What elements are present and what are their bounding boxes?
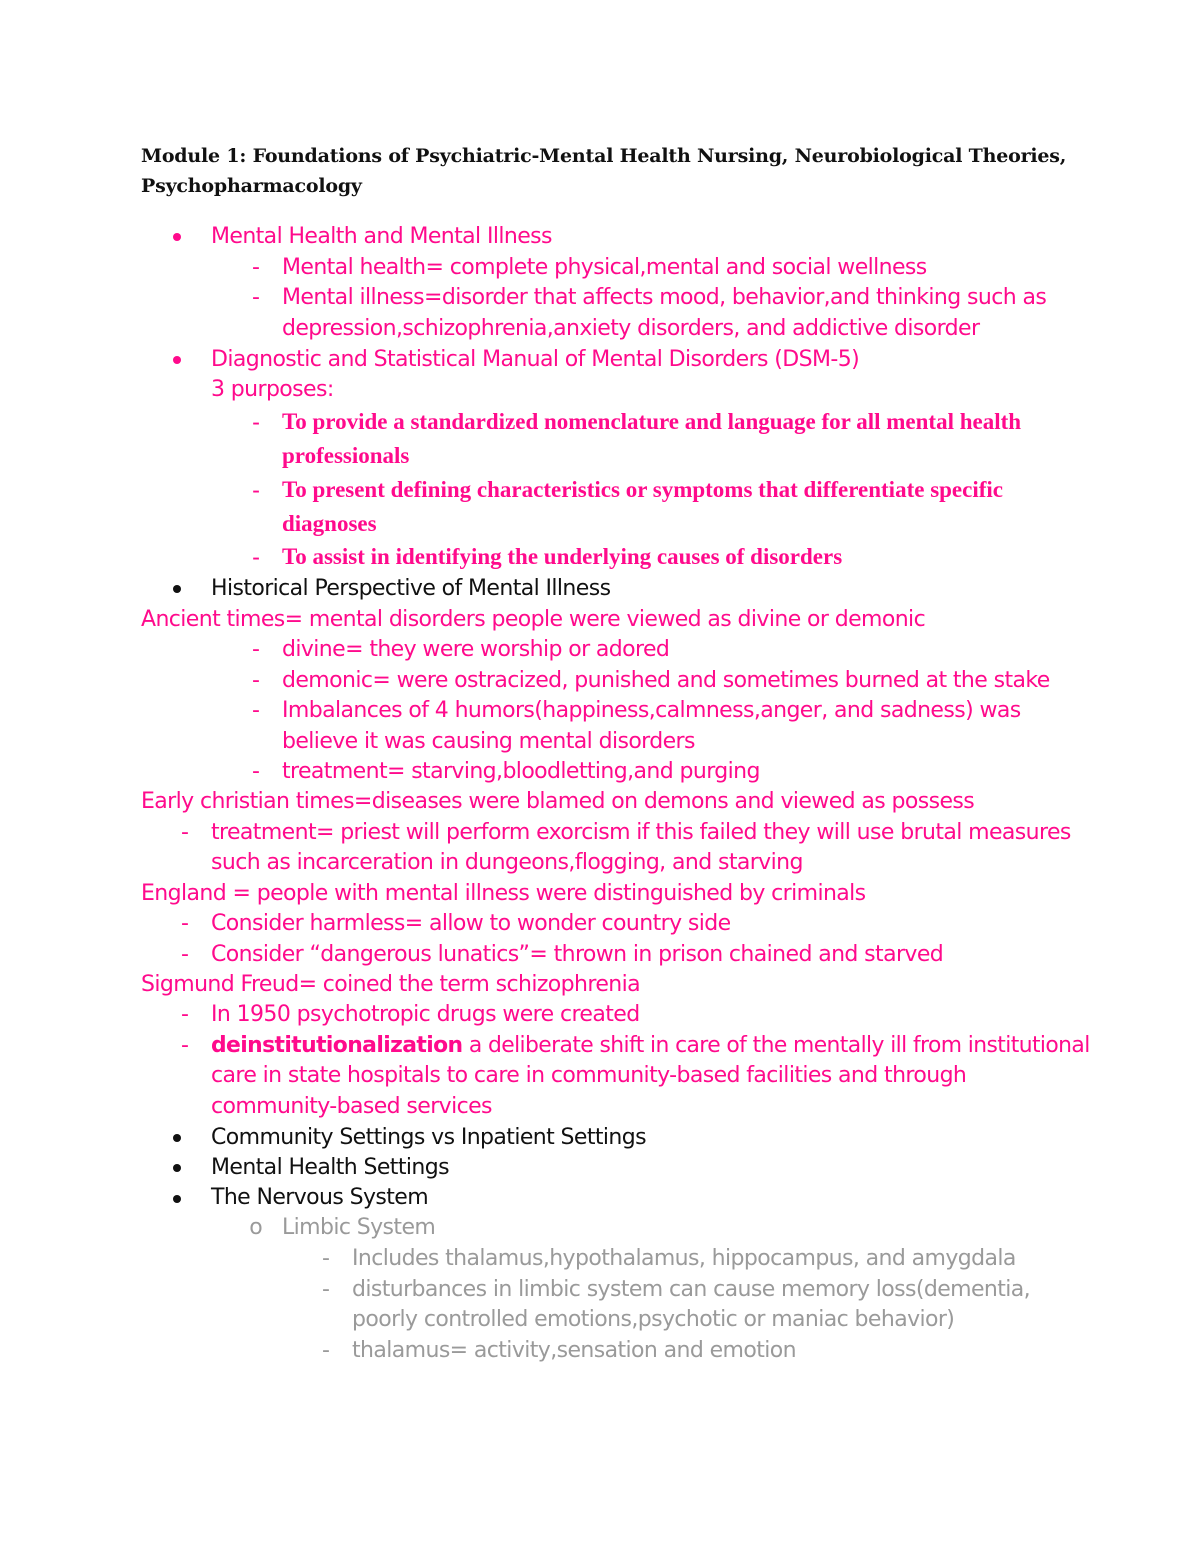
circle-icon: o bbox=[249, 1215, 263, 1240]
list-item: demonic= were ostracized, punished and sometimes burned at the stake bbox=[282, 668, 1050, 693]
list-item: Historical Perspective of Mental Illness bbox=[211, 576, 611, 601]
list-item-continuation: professionals bbox=[282, 443, 410, 468]
dash-icon: - bbox=[181, 820, 189, 845]
paragraph: Sigmund Freud= coined the term schizophrenia bbox=[141, 972, 641, 997]
paragraph: Ancient times= mental disorders people were viewed as divine or demonic bbox=[141, 607, 926, 632]
dash-icon: - bbox=[181, 1033, 189, 1058]
bold-term: deinstitutionalization bbox=[211, 1033, 463, 1058]
list-item: In 1950 psychotropic drugs were created bbox=[211, 1002, 640, 1027]
list-item: Imbalances of 4 humors(happiness,calmness,anger, and sadness) was bbox=[282, 698, 1021, 723]
list-item-continuation: community-based services bbox=[211, 1094, 492, 1119]
dash-icon: - bbox=[252, 477, 260, 502]
list-item: To present defining characteristics or symptoms that differentiate specific bbox=[282, 477, 1003, 502]
list-item: treatment= priest will perform exorcism if this failed they will use brutal measures bbox=[211, 820, 1071, 845]
paragraph: England = people with mental illness were distinguished by criminals bbox=[141, 881, 866, 906]
list-item: Mental Health Settings bbox=[211, 1155, 449, 1180]
dash-icon: - bbox=[252, 668, 260, 693]
dash-icon: - bbox=[252, 759, 260, 784]
dash-icon: - bbox=[181, 942, 189, 967]
list-item: Diagnostic and Statistical Manual of Mental Disorders (DSM-5) bbox=[211, 347, 860, 372]
paragraph: Early christian times=diseases were blamed on demons and viewed as possess bbox=[141, 789, 975, 814]
dash-icon: - bbox=[252, 637, 260, 662]
list-item: Consider “dangerous lunatics”= thrown in prison chained and starved bbox=[211, 942, 944, 967]
dash-icon: - bbox=[252, 544, 260, 569]
list-item-continuation: 3 purposes: bbox=[211, 377, 334, 402]
list-item: Mental Health and Mental Illness bbox=[211, 224, 552, 249]
dash-icon: - bbox=[322, 1246, 330, 1271]
list-item: To provide a standardized nomenclature and language for all mental health bbox=[282, 409, 1022, 434]
list-item: Mental health= complete physical,mental and social wellness bbox=[282, 255, 927, 280]
dash-icon: - bbox=[322, 1277, 330, 1302]
list-item: To assist in identifying the underlying causes of disorders bbox=[282, 544, 843, 569]
list-item: The Nervous System bbox=[211, 1185, 429, 1210]
list-item: Community Settings vs Inpatient Settings bbox=[211, 1125, 646, 1150]
list-item-continuation: such as incarceration in dungeons,flogging, and starving bbox=[211, 850, 803, 875]
list-item: Limbic System bbox=[282, 1215, 436, 1240]
dash-icon: - bbox=[252, 255, 260, 280]
term-definition: a deliberate shift in care of the mentally ill from institutional bbox=[462, 1033, 1090, 1058]
list-item: Includes thalamus,hypothalamus, hippocampus, and amygdala bbox=[352, 1246, 1016, 1271]
list-item-continuation: depression,schizophrenia,anxiety disorders, and addictive disorder bbox=[282, 316, 980, 341]
bullet-icon bbox=[173, 585, 181, 593]
dash-icon: - bbox=[252, 698, 260, 723]
dash-icon: - bbox=[322, 1338, 330, 1363]
list-item: Mental illness=disorder that affects mood, behavior,and thinking such as bbox=[282, 285, 1047, 310]
dash-icon: - bbox=[181, 911, 189, 936]
bullet-icon bbox=[173, 356, 181, 364]
list-item-continuation: poorly controlled emotions,psychotic or maniac behavior) bbox=[352, 1307, 955, 1332]
list-item: disturbances in limbic system can cause memory loss(dementia, bbox=[352, 1277, 1031, 1302]
bullet-icon bbox=[173, 1134, 181, 1142]
list-item: Consider harmless= allow to wonder country side bbox=[211, 911, 731, 936]
dash-icon: - bbox=[252, 409, 260, 434]
list-item-continuation: care in state hospitals to care in community-based facilities and through bbox=[211, 1063, 967, 1088]
bullet-icon bbox=[173, 1164, 181, 1172]
dash-icon: - bbox=[181, 1002, 189, 1027]
bullet-icon bbox=[173, 233, 181, 241]
list-item-continuation: diagnoses bbox=[282, 511, 377, 536]
page-title: Module 1: Foundations of Psychiatric-Mental Health Nursing, Neurobiological Theories, Psychopharmacology bbox=[141, 145, 1067, 197]
bullet-icon bbox=[173, 1195, 181, 1203]
list-item-continuation: believe it was causing mental disorders bbox=[282, 729, 695, 754]
list-item: treatment= starving,bloodletting,and purging bbox=[282, 759, 760, 784]
list-item: thalamus= activity,sensation and emotion bbox=[352, 1338, 796, 1363]
dash-icon: - bbox=[252, 285, 260, 310]
list-item: divine= they were worship or adored bbox=[282, 637, 670, 662]
list-item bbox=[211, 1031, 1090, 1061]
